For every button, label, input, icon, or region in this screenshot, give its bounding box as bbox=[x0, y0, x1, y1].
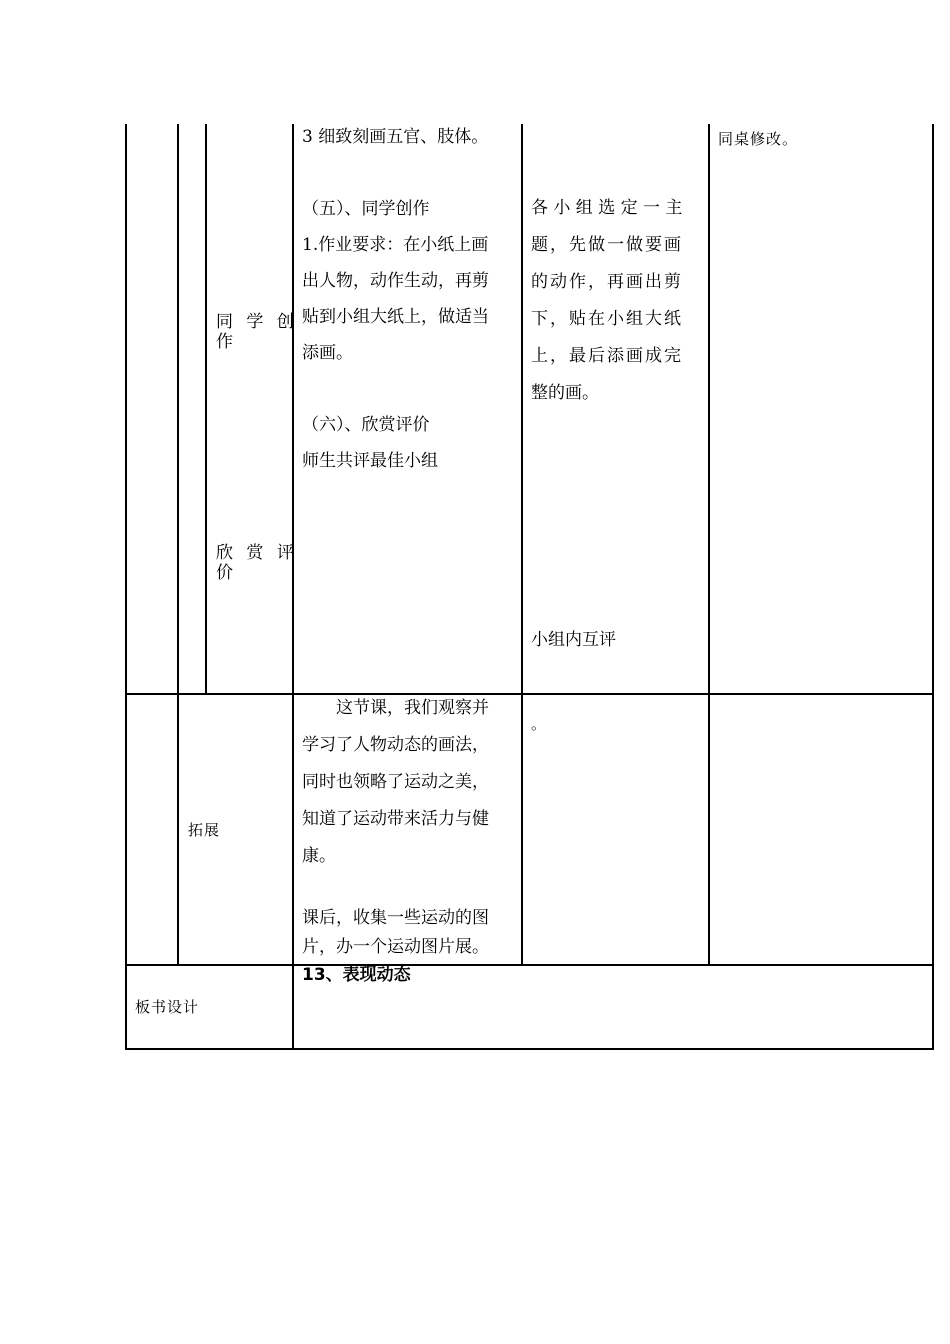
col-divider-3 bbox=[292, 124, 294, 1050]
stage-label-line: 作 bbox=[216, 332, 237, 352]
table-left-border bbox=[125, 124, 127, 1050]
text-line: （六）、欣赏评价 bbox=[302, 415, 430, 435]
text-line: 这节课，我们观察并 bbox=[302, 698, 489, 718]
text-line: 整的画。 bbox=[531, 383, 599, 403]
text-line: 题，先做一做要画 bbox=[531, 235, 683, 255]
text-line: 出人物，动作生动，再剪 bbox=[302, 271, 489, 291]
stage-label-line: 价 bbox=[216, 563, 237, 583]
text-line: （五）、同学创作 bbox=[302, 199, 430, 219]
text-line: 的动作，再画出剪 bbox=[531, 272, 683, 292]
text-line bbox=[302, 155, 489, 191]
text-line: 贴到小组大纸上，做适当 bbox=[302, 307, 489, 327]
text-line: 片，办一个运动图片展。 bbox=[302, 937, 489, 957]
design-note: 同桌修改。 bbox=[718, 130, 799, 148]
row-divider-1 bbox=[125, 693, 934, 695]
board-design-content: 13、表现动态 bbox=[302, 965, 411, 985]
stage-label-extension: 拓展 bbox=[188, 821, 221, 839]
text-line: 1.作业要求：在小纸上画 bbox=[302, 235, 489, 255]
text-line bbox=[302, 371, 489, 407]
text-line: 同时也领略了运动之美， bbox=[302, 772, 489, 792]
student-activity-creation bbox=[531, 190, 683, 412]
text-line: 添画。 bbox=[302, 343, 353, 363]
teacher-activity-extension bbox=[302, 690, 489, 962]
text-line: 课后，收集一些运动的图 bbox=[302, 908, 489, 928]
board-design-label: 板书设计 bbox=[135, 998, 200, 1016]
stage-label-line: 欣 赏 评 bbox=[216, 543, 298, 563]
table-bottom-border bbox=[125, 1048, 934, 1050]
stage-label-line: 同 学 创 bbox=[216, 312, 298, 332]
text-line: 康。 bbox=[302, 846, 336, 866]
col-divider-4 bbox=[521, 124, 523, 966]
text-line bbox=[302, 875, 489, 905]
text-line: 3 细致刻画五官、肢体。 bbox=[302, 127, 489, 147]
text-line: 学习了人物动态的画法， bbox=[302, 735, 489, 755]
col-divider-5 bbox=[708, 124, 710, 966]
text-line: 师生共评最佳小组 bbox=[302, 451, 438, 471]
col-divider-2 bbox=[205, 124, 207, 695]
student-mark-extension: 。 bbox=[531, 715, 548, 733]
teacher-activity-creation bbox=[302, 119, 489, 479]
table-right-border bbox=[932, 124, 934, 1050]
col-divider-1 bbox=[177, 124, 179, 966]
text-line: 各 小 组 选 定 一 主 bbox=[531, 198, 683, 218]
text-line: 知道了运动带来活力与健 bbox=[302, 809, 489, 829]
text-line: 上，最后添画成完 bbox=[531, 346, 683, 366]
text-line: 下，贴在小组大纸 bbox=[531, 309, 683, 329]
row-divider-2 bbox=[125, 964, 934, 966]
stage-label-appreciation bbox=[216, 543, 298, 583]
stage-label-creation bbox=[216, 312, 298, 352]
student-eval: 小组内互评 bbox=[531, 630, 616, 650]
